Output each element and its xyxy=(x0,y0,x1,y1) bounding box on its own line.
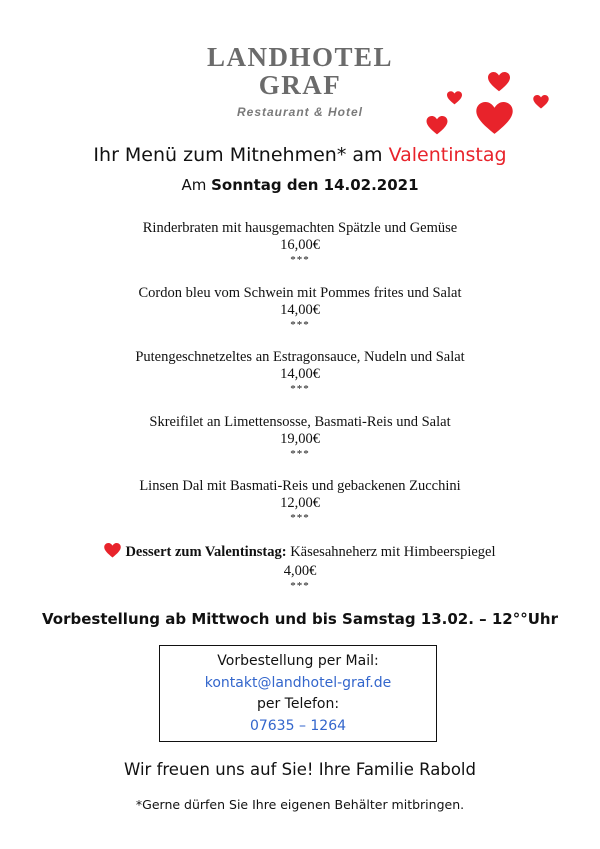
page-title xyxy=(0,142,600,168)
menu-item xyxy=(0,414,600,479)
dish-name: Linsen Dal mit Basmati-Reis und gebackenen Zucchini xyxy=(139,478,461,494)
dish-price: 12,00€ xyxy=(280,495,320,511)
event-date xyxy=(0,175,600,195)
dish-name: Cordon bleu vom Schwein mit Pommes frites und Salat xyxy=(138,284,462,301)
dish-name: Putengeschnetzeltes an Estragonsauce, Nudeln und Salat xyxy=(135,349,465,365)
dish-name: Rinderbraten mit hausgemachten Spätzle und Gemüse xyxy=(142,220,458,236)
dish-price: 19,00€ xyxy=(280,430,320,447)
heart-icon xyxy=(476,102,513,135)
menu-item xyxy=(0,220,600,285)
heart-icon xyxy=(488,72,510,92)
menu-list xyxy=(0,220,600,607)
heart-icon xyxy=(447,91,462,105)
dessert-line xyxy=(0,543,600,563)
contact-box xyxy=(159,645,437,742)
dessert-name: Käsesahneherz mit Himbeerspiegel xyxy=(286,543,496,560)
email-link[interactable]: kontakt@landhotel-graf.de xyxy=(204,674,392,691)
logo-line-landhotel: LANDHOTEL xyxy=(206,42,394,72)
logo-line-graf: GRAF xyxy=(258,70,342,100)
dish-separator: *** xyxy=(290,447,310,460)
date-value: Sonntag den 14.02.2021 xyxy=(211,176,419,194)
title-highlight: Valentinstag xyxy=(388,144,507,166)
dish-price: 14,00€ xyxy=(280,366,320,382)
mail-label: Vorbestellung per Mail: xyxy=(217,653,379,669)
logo-subtitle: Restaurant & Hotel xyxy=(236,105,364,119)
dessert-label: Dessert zum Valentinstag: xyxy=(125,543,287,560)
phone-link[interactable]: 07635 – 1264 xyxy=(249,717,347,734)
closing-message: Wir freuen uns auf Sie! Ihre Familie Rabold xyxy=(124,760,476,779)
menu-item xyxy=(0,285,600,350)
dish-price: 14,00€ xyxy=(280,301,320,318)
heart-icon xyxy=(104,543,121,563)
dish-price: 16,00€ xyxy=(280,237,320,253)
phone-label: per Telefon: xyxy=(256,696,340,712)
menu-item-dessert xyxy=(0,543,600,608)
dish-separator: *** xyxy=(290,383,310,395)
date-prefix: Am xyxy=(181,176,212,194)
dish-separator: *** xyxy=(290,579,310,592)
menu-item xyxy=(0,478,600,543)
dish-separator: *** xyxy=(290,318,310,331)
heart-icon xyxy=(426,116,448,135)
dish-price: 4,00€ xyxy=(283,562,317,579)
footnote: *Gerne dürfen Sie Ihre eigenen Behälter mitbringen. xyxy=(135,797,465,812)
heart-icon xyxy=(533,95,549,109)
title-text: Ihr Menü zum Mitnehmen* am xyxy=(93,144,389,166)
dish-separator: *** xyxy=(290,512,310,524)
dish-name: Skreifilet an Limettensosse, Basmati-Reis und Salat xyxy=(149,413,451,430)
dish-separator: *** xyxy=(290,254,310,266)
preorder-deadline: Vorbestellung ab Mittwoch und bis Samstag 13.02. – 12°°Uhr xyxy=(41,610,559,628)
menu-item xyxy=(0,349,600,414)
